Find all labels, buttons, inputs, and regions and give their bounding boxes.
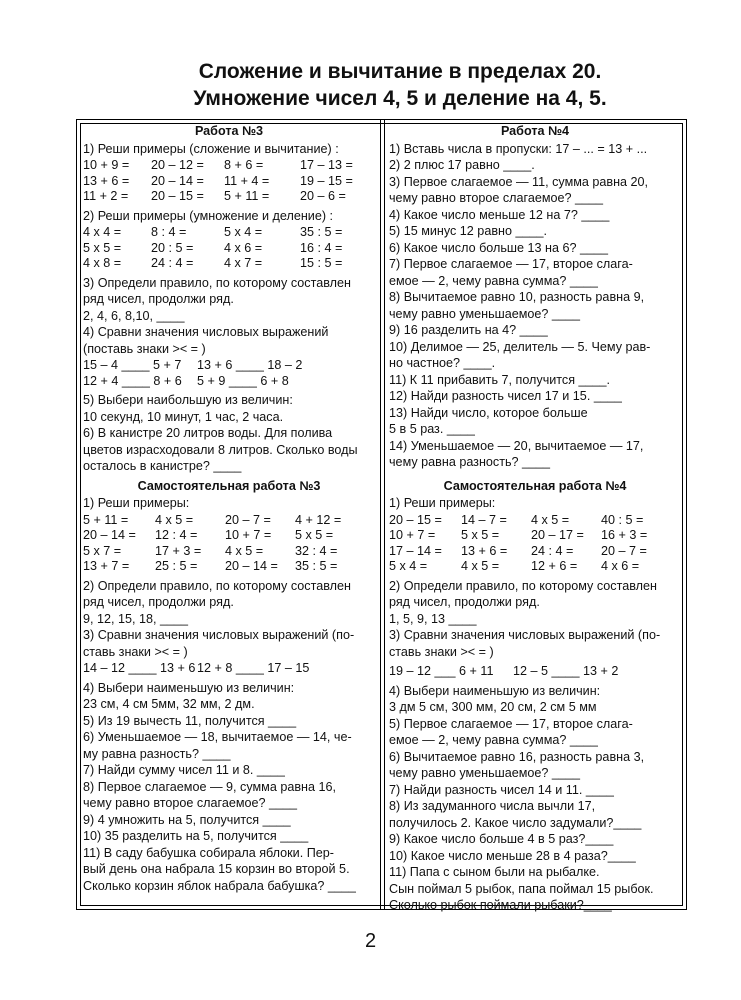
task-text: 11) Папа с сыном были на рыбалке. [389, 865, 600, 879]
task-text: 5) Из 19 вычесть 11, получится ____ [83, 713, 297, 728]
example: 5 х 4 = [224, 225, 263, 239]
task-text: 8) Вычитаемое равно 10, разность равна 9, [389, 290, 645, 304]
task-text: 2) 2 плюс 17 равно ____. [389, 158, 535, 172]
example: 5 х 7 = [83, 543, 122, 558]
example: 24 : 4 = [151, 256, 194, 270]
task-text: 23 см, 4 см 5мм, 32 мм, 2 дм. [83, 697, 255, 711]
task-text: Сколько рыбок поймали рыбаки?____ [389, 898, 612, 912]
task-text: 14) Уменьшаемое — 20, вычитаемое — 17, [389, 438, 644, 453]
task-text: 2) Реши примеры (умножение и деление) : [83, 208, 334, 223]
task-text: но частное? ____. [389, 356, 496, 370]
task-text: 4) Сравни значения числовых выражений [83, 325, 329, 339]
task-text: 5) Выбери наибольшую из величин: [83, 393, 293, 407]
task-text: осталось в канистре? ____ [83, 459, 242, 473]
task-text: 4) Какое число меньше 12 на 7? ____ [389, 207, 610, 222]
example: 20 – 14 = [225, 559, 278, 573]
example: 14 – 7 = [461, 512, 507, 527]
example: 17 – 13 = [300, 158, 353, 172]
page-title-line2: Умножение чисел 4, 5 и деление на 4, 5. [193, 87, 607, 110]
task-text: 6) Вычитаемое равно 16, разность равна 3, [389, 749, 645, 764]
example: 4 х 5 = [225, 543, 264, 558]
task-text: цветов израсходовали 8 литров. Сколько воды [83, 442, 358, 457]
example: 4 х 5 = [461, 559, 500, 573]
task-text: 10) Делимое — 25, делитель — 5. Чему рав- [389, 339, 651, 354]
task-text: 3 дм 5 см, 300 мм, 20 см, 2 см 5 мм [389, 700, 597, 714]
example: 13 + 6 = [461, 543, 508, 558]
example: 4 + 12 = [295, 512, 342, 527]
example: 13 + 6 = [83, 173, 130, 188]
task-text: 6) В канистре 20 литров воды. Для полива [83, 426, 333, 440]
task-text: 9) Какое число больше 4 в 5 раз?____ [389, 832, 614, 846]
task-text: чему равно уменьшаемое? ____ [389, 306, 580, 321]
example: 25 : 5 = [155, 559, 198, 573]
task-text: чему равно второе слагаемое? ____ [83, 796, 298, 810]
task-text: (поставь знаки >< = ) [83, 341, 206, 356]
task-text: 5 в 5 раз. ____ [389, 422, 475, 436]
task-text: 1) Реши примеры: [83, 496, 190, 510]
task-text: 1) Вставь числа в пропуски: 17 – ... = 13 + ... [389, 141, 648, 156]
example: 5 х 5 = [83, 240, 122, 255]
example: 17 – 14 = [389, 543, 442, 558]
compare-item: 13 + 6 ____ 18 – 2 [197, 358, 303, 372]
task-text: 1, 5, 9, 13 ____ [389, 611, 477, 626]
task-text: 12) Найди разность чисел 17 и 15. ____ [389, 389, 622, 403]
example: 12 : 4 = [155, 528, 198, 542]
example: 5 + 11 = [224, 189, 270, 203]
task-text: 6) Какое число больше 13 на 6? ____ [389, 240, 609, 255]
task-text: 1) Реши примеры: [389, 496, 496, 510]
examples-grid [83, 513, 375, 575]
page-number: 2 [364, 930, 377, 952]
task-text: 5) Первое слагаемое — 17, второе слага- [389, 716, 633, 731]
task-text: 9, 12, 15, 18, ____ [83, 611, 189, 626]
task-text: чему равно второе слагаемое? ____ [389, 191, 604, 205]
task-text: ставь знаки >< = ) [389, 644, 494, 659]
task-text: чему равна разность? ____ [389, 455, 551, 469]
example: 19 – 15 = [300, 173, 353, 188]
task-text: чему равно уменьшаемое? ____ [389, 766, 580, 780]
example: 5 + 11 = [83, 512, 129, 527]
section-header-work3: Работа №3 [194, 124, 264, 138]
task-text: 7) Первое слагаемое — 17, второе слага- [389, 257, 633, 271]
task-text: ряд чисел, продолжи ряд. [83, 292, 234, 306]
task-text: 3) Сравни значения числовых выражений (по- [83, 628, 355, 642]
compare-item: 12 + 4 ____ 8 + 6 [83, 373, 182, 388]
section-header-independent4: Самостоятельная работа №4 [443, 478, 627, 493]
task-text: 11) К 11 прибавить 7, получится ____. [389, 372, 611, 387]
task-text: 10) Какое число меньше 28 в 4 раза?____ [389, 848, 636, 863]
task-text: 1) Реши примеры (сложение и вычитание) : [83, 141, 339, 156]
example: 4 х 8 = [83, 256, 122, 270]
example: 4 х 5 = [155, 512, 194, 527]
task-text: 8) Первое слагаемое — 9, сумма равна 16, [83, 779, 336, 794]
task-text: 3) Сравни значения числовых выражений (по- [389, 628, 661, 642]
example: 40 : 5 = [601, 512, 644, 527]
example: 11 + 2 = [83, 189, 129, 203]
task-text: 9) 16 разделить на 4? ____ [389, 323, 548, 337]
task-text: 6) Уменьшаемое — 18, вычитаемое — 14, че- [83, 730, 352, 744]
example: 12 + 6 = [531, 559, 578, 573]
compare-item: 12 – 5 ____ 13 + 2 [513, 664, 619, 678]
task-text: 9) 4 умножить на 5, получится ____ [83, 812, 291, 827]
task-text: 10 секунд, 10 минут, 1 час, 2 часа. [83, 409, 284, 424]
example: 5 х 5 = [461, 528, 500, 542]
compare-item: 5 + 9 ____ 6 + 8 [197, 373, 289, 388]
task-text: 4) Выбери наименьшую из величин: [83, 680, 295, 695]
example: 20 – 14 = [151, 173, 204, 188]
task-text: емое — 2, чему равна сумма? ____ [389, 733, 598, 747]
example: 35 : 5 = [300, 225, 343, 239]
example: 15 : 5 = [300, 256, 343, 270]
example: 20 – 12 = [151, 158, 204, 172]
example: 8 : 4 = [151, 225, 187, 239]
example: 8 + 6 = [224, 158, 264, 172]
worksheet-frame [76, 119, 687, 910]
example: 5 х 4 = [389, 559, 428, 573]
task-text: получилось 2. Какое число задумали?____ [389, 815, 642, 830]
example: 20 – 17 = [531, 528, 584, 542]
example: 20 – 7 = [601, 543, 647, 558]
example: 20 – 15 = [389, 512, 442, 527]
example: 20 : 5 = [151, 240, 194, 255]
example: 4 х 4 = [83, 225, 122, 239]
task-text: 13) Найди число, которое больше [389, 405, 588, 420]
example: 16 + 3 = [601, 528, 648, 542]
task-text: 8) Из задуманного числа вычли 17, [389, 799, 596, 813]
page-title-line1: Сложение и вычитание в пределах 20. [198, 60, 602, 83]
compare-item: 12 + 8 ____ 17 – 15 [197, 661, 310, 675]
section-header-work4: Работа №4 [500, 124, 570, 138]
task-text: 2, 4, 6, 8,10, ____ [83, 308, 185, 323]
compare-grid [83, 358, 375, 389]
example: 11 + 4 = [224, 173, 270, 188]
example: 20 – 6 = [300, 189, 346, 203]
example: 4 х 6 = [601, 559, 640, 573]
task-text: 3) Определи правило, по которому составлен [83, 275, 351, 290]
task-text: ряд чисел, продолжи ряд. [83, 595, 234, 609]
example: 10 + 7 = [225, 528, 272, 542]
example: 32 : 4 = [295, 543, 338, 558]
task-text: 2) Определи правило, по которому составлен [83, 578, 351, 593]
right-column [389, 123, 681, 915]
task-text: 4) Выбери наименьшую из величин: [389, 683, 601, 698]
example: 10 + 9 = [83, 158, 130, 172]
compare-item: 19 – 12 ___ 6 + 11 [389, 664, 494, 678]
example: 35 : 5 = [295, 559, 338, 573]
example: 13 + 7 = [83, 559, 130, 573]
example: 4 х 6 = [224, 240, 263, 255]
example: 10 + 7 = [389, 528, 436, 542]
example: 17 + 3 = [155, 543, 202, 558]
example: 4 х 7 = [224, 256, 263, 270]
section-header-independent3: Самостоятельная работа №3 [137, 478, 321, 493]
task-text: 5) 15 минус 12 равно ____. [389, 224, 547, 238]
compare-item: 15 – 4 ____ 5 + 7 [83, 358, 182, 372]
task-text: 7) Найди сумму чисел 11 и 8. ____ [83, 763, 285, 777]
task-text: Сын поймал 5 рыбок, папа поймал 15 рыбок. [389, 881, 654, 896]
task-text: 11) В саду бабушка собирала яблоки. Пер- [83, 845, 334, 860]
task-text: вый день она набрала 15 корзин во второй 5. [83, 862, 350, 876]
task-text: 3) Первое слагаемое — 11, сумма равна 20, [389, 174, 649, 189]
task-text: 10) 35 разделить на 5, получится ____ [83, 829, 309, 843]
task-text: емое — 2, чему равна сумма? ____ [389, 273, 598, 288]
example: 16 : 4 = [300, 240, 343, 255]
task-text: ставь знаки >< = ) [83, 644, 188, 659]
example: 5 х 5 = [295, 528, 334, 542]
compare-grid [389, 664, 681, 680]
column-divider [380, 120, 385, 909]
example: 20 – 7 = [225, 512, 271, 527]
example: 4 х 5 = [531, 512, 570, 527]
example: 24 : 4 = [531, 543, 574, 558]
left-column [83, 123, 375, 895]
examples-grid [83, 225, 375, 272]
examples-grid [83, 158, 375, 205]
examples-grid [389, 513, 681, 575]
example: 20 – 14 = [83, 528, 136, 542]
task-text: 2) Определи правило, по которому составлен [389, 578, 657, 593]
compare-grid [83, 661, 375, 677]
example: 20 – 15 = [151, 189, 204, 203]
task-text: му равна разность? ____ [83, 746, 231, 761]
task-text: ряд чисел, продолжи ряд. [389, 595, 540, 609]
task-text: 7) Найди разность чисел 14 и 11. ____ [389, 782, 614, 797]
task-text: Сколько корзин яблок набрала бабушка? ____ [83, 878, 356, 893]
compare-item: 14 – 12 ____ 13 + 6 [83, 661, 196, 675]
